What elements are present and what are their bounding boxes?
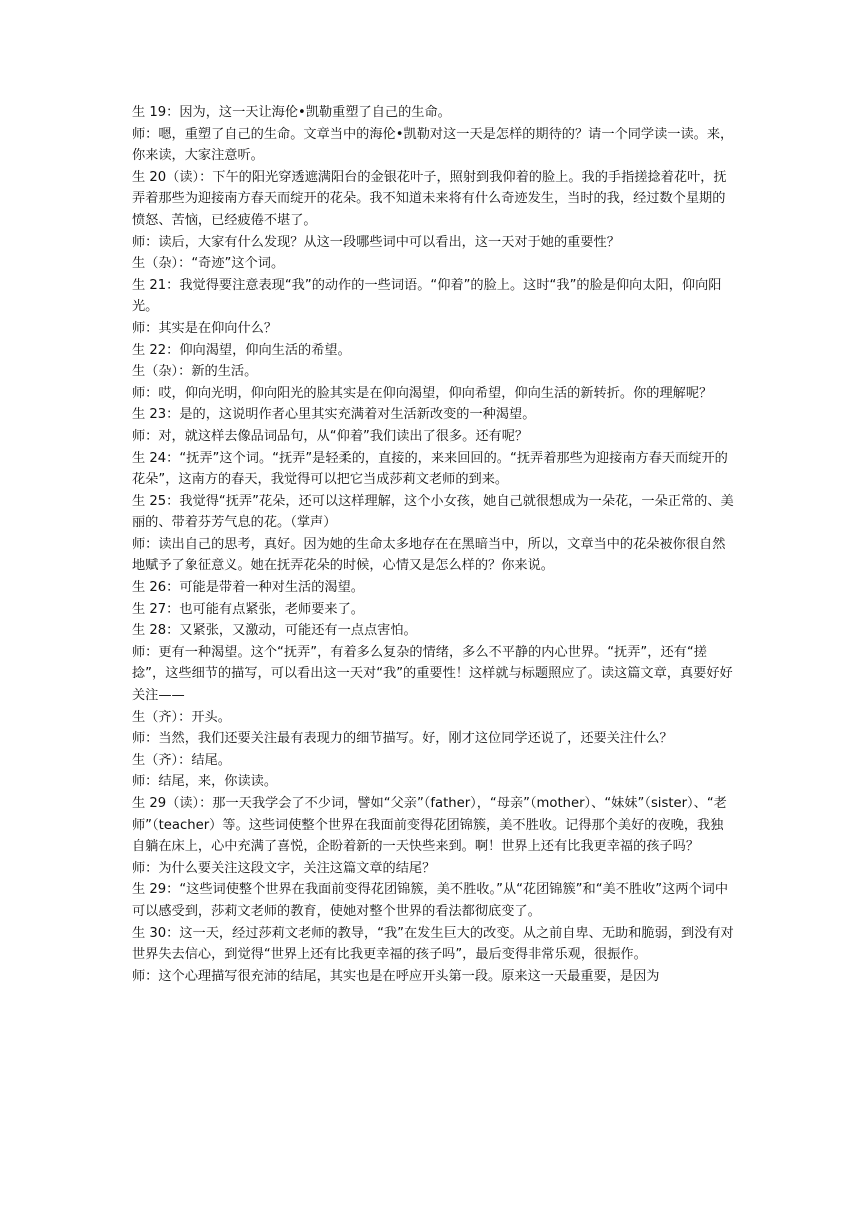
dialogue-line: 师：对，就这样去像品词品句，从“仰着”我们读出了很多。还有呢？ <box>132 428 529 444</box>
dialogue-line: 生（杂）：“奇迹”这个词。 <box>132 256 285 272</box>
dialogue-line: 师：读出自己的思考，真好。因为她的生命太多地存在在黑暗当中，所以，文章当中的花朵被你很自然地赋予了象征意义。她在抚弄花朵的时候，心情又是怎么样的？你来说。 <box>132 536 726 574</box>
document-page <box>132 102 736 987</box>
dialogue-line: 师：哎，仰向光明，仰向阳光的脸其实是在仰向渴望，仰向希望，仰向生活的新转折。你的理解呢？ <box>132 385 713 401</box>
dialogue-line: 师：嗯，重塑了自己的生命。文章当中的海伦•凯勒对这一天是怎样的期待的？请一个同学读一读。来，你来读，大家注意听。 <box>132 126 734 164</box>
dialogue-line: 师：读后，大家有什么发现？从这一段哪些词中可以看出，这一天对于她的重要性？ <box>132 234 620 250</box>
dialogue-line: 生 28：又紧张，又激动，可能还有一点点害怕。 <box>132 623 417 639</box>
dialogue-line: 生 24：“抚弄”这个词。“抚弄”是轻柔的，直接的，来来回回的。“抚弄着那些为迎接南方春天而绽开的花朵”，这南方的春天，我觉得可以把它当成莎莉文老师的到来。 <box>132 450 728 488</box>
dialogue-line: 生 30：这一天，经过莎莉文老师的教导，“我”在发生巨大的改变。从之前自卑、无助和脆弱，到没有对世界失去信心，到觉得“世界上还有比我更幸福的孩子吗”，最后变得非常乐观，很振作。 <box>132 925 734 963</box>
dialogue-line: 师：更有一种渴望。这个“抚弄”，有着多么复杂的情绪，多么不平静的内心世界。“抚弄”，还有“搓捻”，这些细节的描写，可以看出这一天对“我”的重要性！这样就与标题照应了。读这篇文章，真要好好关注—— <box>132 644 733 704</box>
dialogue-line: 生（齐）：开头。 <box>132 709 231 725</box>
dialogue-line: 生 20（读）：下午的阳光穿透遮满阳台的金银花叶子，照射到我仰着的脸上。我的手指搓捻着花叶，抚弄着那些为迎接南方春天而绽开的花朵。我不知道未来将有什么奇迹发生，当时的我，经过数个星期的愤怒、苦恼，已经疲倦不堪了。 <box>132 169 727 228</box>
dialogue-line: 师：结尾，来，你读读。 <box>132 774 278 790</box>
dialogue-line: 生 29：“这些词使整个世界在我面前变得花团锦簇，美不胜收。”从“花团锦簇”和“美不胜收”这两个词中可以感受到，莎莉文老师的教育，使她对整个世界的看法都彻底变了。 <box>132 882 729 919</box>
dialogue-line: 生（齐）：结尾。 <box>132 752 231 768</box>
dialogue-line: 生 27：也可能有点紧张，老师要来了。 <box>132 601 364 617</box>
dialogue-line: 生 25：我觉得“抚弄”花朵，还可以这样理解，这个小女孩，她自己就很想成为一朵花，一朵正常的、美丽的、带着芬芳气息的花。（掌声） <box>132 493 734 531</box>
dialogue-line: 生 26：可能是带着一种对生活的渴望。 <box>132 580 364 596</box>
dialogue-line: 生 19：因为，这一天让海伦•凯勒重塑了自己的生命。 <box>132 105 451 120</box>
dialogue-line: 生 21：我觉得要注意表现“我”的动作的一些词语。“仰着”的脸上。这时“我”的脸是仰向太阳，仰向阳光。 <box>132 277 722 315</box>
dialogue-line: 师：为什么要关注这段文字，关注这篇文章的结尾？ <box>132 860 436 876</box>
dialogue-line: 生 23：是的，这说明作者心里其实充满着对生活新改变的一种渴望。 <box>132 407 536 423</box>
dialogue-line: 生 22：仰向渴望，仰向生活的希望。 <box>132 342 351 358</box>
dialogue-line: 生 29（读）：那一天我学会了不少词，譬如“父亲”（father），“母亲”（mother）、“妹妹”（sister）、“老师”（teacher）等。这些词使整个世界在我面前变得花团锦簇，美不胜收。记得那个美好的夜晚，我独自躺在床上，心中充满了喜悦，企盼着新的一天快些来到。啊！世界上还有比我更幸福的孩子吗？ <box>132 796 727 855</box>
dialogue-line: 师：其实是在仰向什么？ <box>132 320 278 336</box>
dialogue-line: 师：这个心理描写很充沛的结尾，其实也是在呼应开头第一段。原来这一天最重要，是因为 <box>132 968 660 984</box>
dialogue-line: 师：当然，我们还要关注最有表现力的细节描写。好，刚才这位同学还说了，还要关注什么？ <box>132 731 673 747</box>
dialogue-line: 生（杂）：新的生活。 <box>132 364 258 380</box>
